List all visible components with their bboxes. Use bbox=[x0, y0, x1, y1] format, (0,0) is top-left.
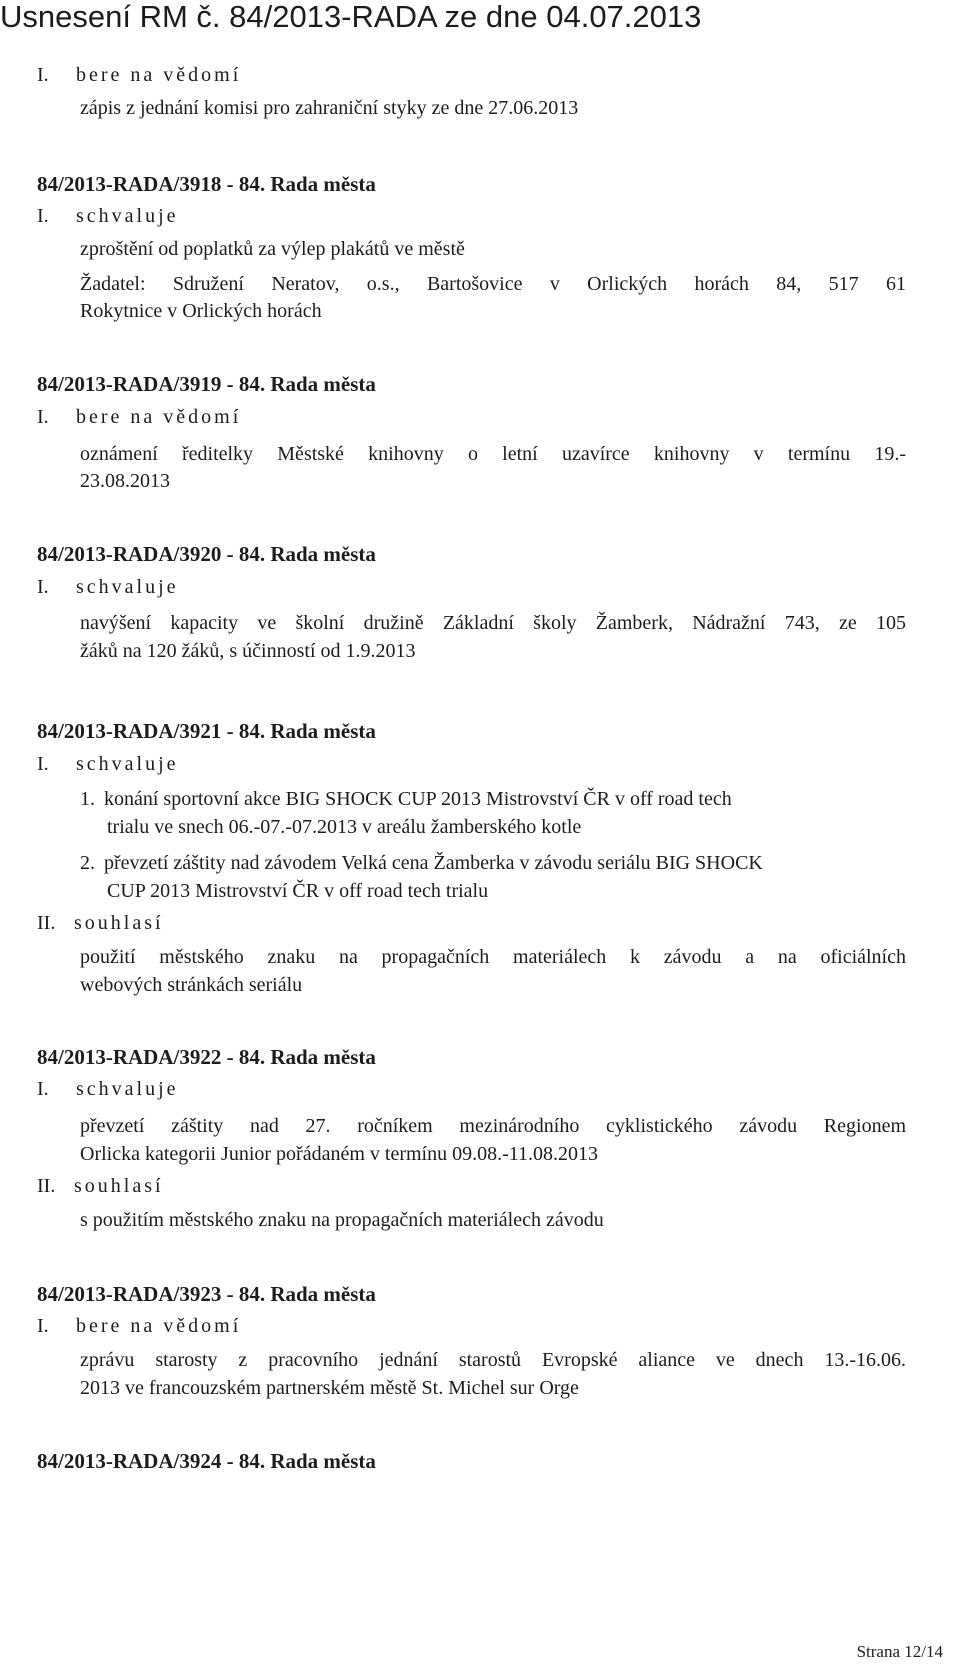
resolution-code: 84/2013-RADA/3920 - 84. Rada města bbox=[37, 542, 376, 566]
resolution-text: webových stránkách seriálu bbox=[80, 974, 303, 996]
roman-numeral: I. bbox=[37, 1078, 49, 1100]
resolution-text: Žadatel: Sdružení Neratov, o.s., Bartošovice v Orlických horách 84, 517 61 bbox=[80, 273, 906, 295]
resolution-verb bbox=[37, 574, 179, 600]
resolution-verb bbox=[37, 751, 179, 777]
roman-numeral: I. bbox=[37, 753, 49, 775]
resolution-code: 84/2013-RADA/3922 - 84. Rada města bbox=[37, 1045, 376, 1069]
resolution-text: zápis z jednání komisi pro zahraniční styky ze dne 27.06.2013 bbox=[80, 97, 579, 119]
roman-numeral: I. bbox=[37, 576, 49, 598]
verb-text: bere na vědomí bbox=[76, 1315, 242, 1337]
resolution-text: žáků na 120 žáků, s účinností od 1.9.2013 bbox=[80, 640, 416, 662]
verb-text: schvaluje bbox=[76, 576, 179, 598]
resolution-verb bbox=[37, 1076, 179, 1102]
roman-numeral: II. bbox=[37, 1175, 56, 1197]
resolution-text: s použitím městského znaku na propagačních materiálech závodu bbox=[80, 1209, 604, 1231]
resolution-verb bbox=[37, 910, 164, 936]
resolution-text: 23.08.2013 bbox=[80, 470, 170, 492]
resolution-text: zproštění od poplatků za výlep plakátů ve městě bbox=[80, 238, 465, 260]
verb-text: schvaluje bbox=[76, 205, 179, 227]
resolution-text: Orlicka kategorii Junior pořádaném v termínu 09.08.-11.08.2013 bbox=[80, 1143, 599, 1165]
list-item-number: 2. bbox=[80, 852, 95, 874]
verb-text: souhlasí bbox=[74, 912, 164, 934]
resolution-text: 2013 ve francouzském partnerském městě St. Michel sur Orge bbox=[80, 1377, 579, 1399]
resolution-text: převzetí záštity nad 27. ročníkem mezinárodního cyklistického závodu Regionem bbox=[80, 1115, 906, 1137]
verb-text: souhlasí bbox=[74, 1175, 164, 1197]
resolution-verb bbox=[37, 203, 179, 229]
resolution-text: navýšení kapacity ve školní družině Základní školy Žamberk, Nádražní 743, ze 105 bbox=[80, 612, 906, 634]
roman-numeral: I. bbox=[37, 406, 49, 428]
list-item-number: 1. bbox=[80, 788, 95, 810]
page-title: Usnesení RM č. 84/2013-RADA ze dne 04.07.2013 bbox=[0, 0, 702, 34]
resolution-text: zprávu starosty z pracovního jednání starostů Evropské aliance ve dnech 13.-16.06. bbox=[80, 1349, 906, 1371]
list-item-continuation: CUP 2013 Mistrovství ČR v off road tech trialu bbox=[107, 880, 489, 902]
list-item-continuation: trialu ve snech 06.-07.-07.2013 v areálu žamberského kotle bbox=[107, 816, 582, 838]
verb-text: schvaluje bbox=[76, 1078, 179, 1100]
roman-numeral: I. bbox=[37, 1315, 49, 1337]
resolution-text: použití městského znaku na propagačních materiálech k závodu a na oficiálních bbox=[80, 946, 906, 968]
list-item-text: převzetí záštity nad závodem Velká cena Žamberka v závodu seriálu BIG SHOCK bbox=[104, 852, 763, 874]
list-item-text: konání sportovní akce BIG SHOCK CUP 2013 Mistrovství ČR v off road tech bbox=[104, 788, 732, 810]
resolution-verb bbox=[37, 1313, 241, 1339]
roman-numeral: I. bbox=[37, 64, 49, 86]
verb-text: schvaluje bbox=[76, 753, 179, 775]
resolution-code: 84/2013-RADA/3918 - 84. Rada města bbox=[37, 172, 376, 196]
verb-text: bere na vědomí bbox=[76, 406, 242, 428]
resolution-code: 84/2013-RADA/3919 - 84. Rada města bbox=[37, 372, 376, 396]
verb-text: bere na vědomí bbox=[76, 64, 242, 86]
list-item bbox=[80, 786, 732, 812]
resolution-code: 84/2013-RADA/3923 - 84. Rada města bbox=[37, 1282, 376, 1306]
resolution-code: 84/2013-RADA/3921 - 84. Rada města bbox=[37, 719, 376, 743]
page-number: Strana 12/14 bbox=[856, 1642, 943, 1661]
resolution-verb bbox=[37, 1173, 164, 1199]
roman-numeral: II. bbox=[37, 912, 56, 934]
resolution-verb bbox=[37, 62, 241, 88]
resolution-text: Rokytnice v Orlických horách bbox=[80, 300, 322, 322]
roman-numeral: I. bbox=[37, 205, 49, 227]
list-item bbox=[80, 850, 763, 876]
resolution-code: 84/2013-RADA/3924 - 84. Rada města bbox=[37, 1449, 376, 1473]
resolution-text: oznámení ředitelky Městské knihovny o letní uzavírce knihovny v termínu 19.- bbox=[80, 443, 906, 465]
resolution-verb bbox=[37, 404, 241, 430]
